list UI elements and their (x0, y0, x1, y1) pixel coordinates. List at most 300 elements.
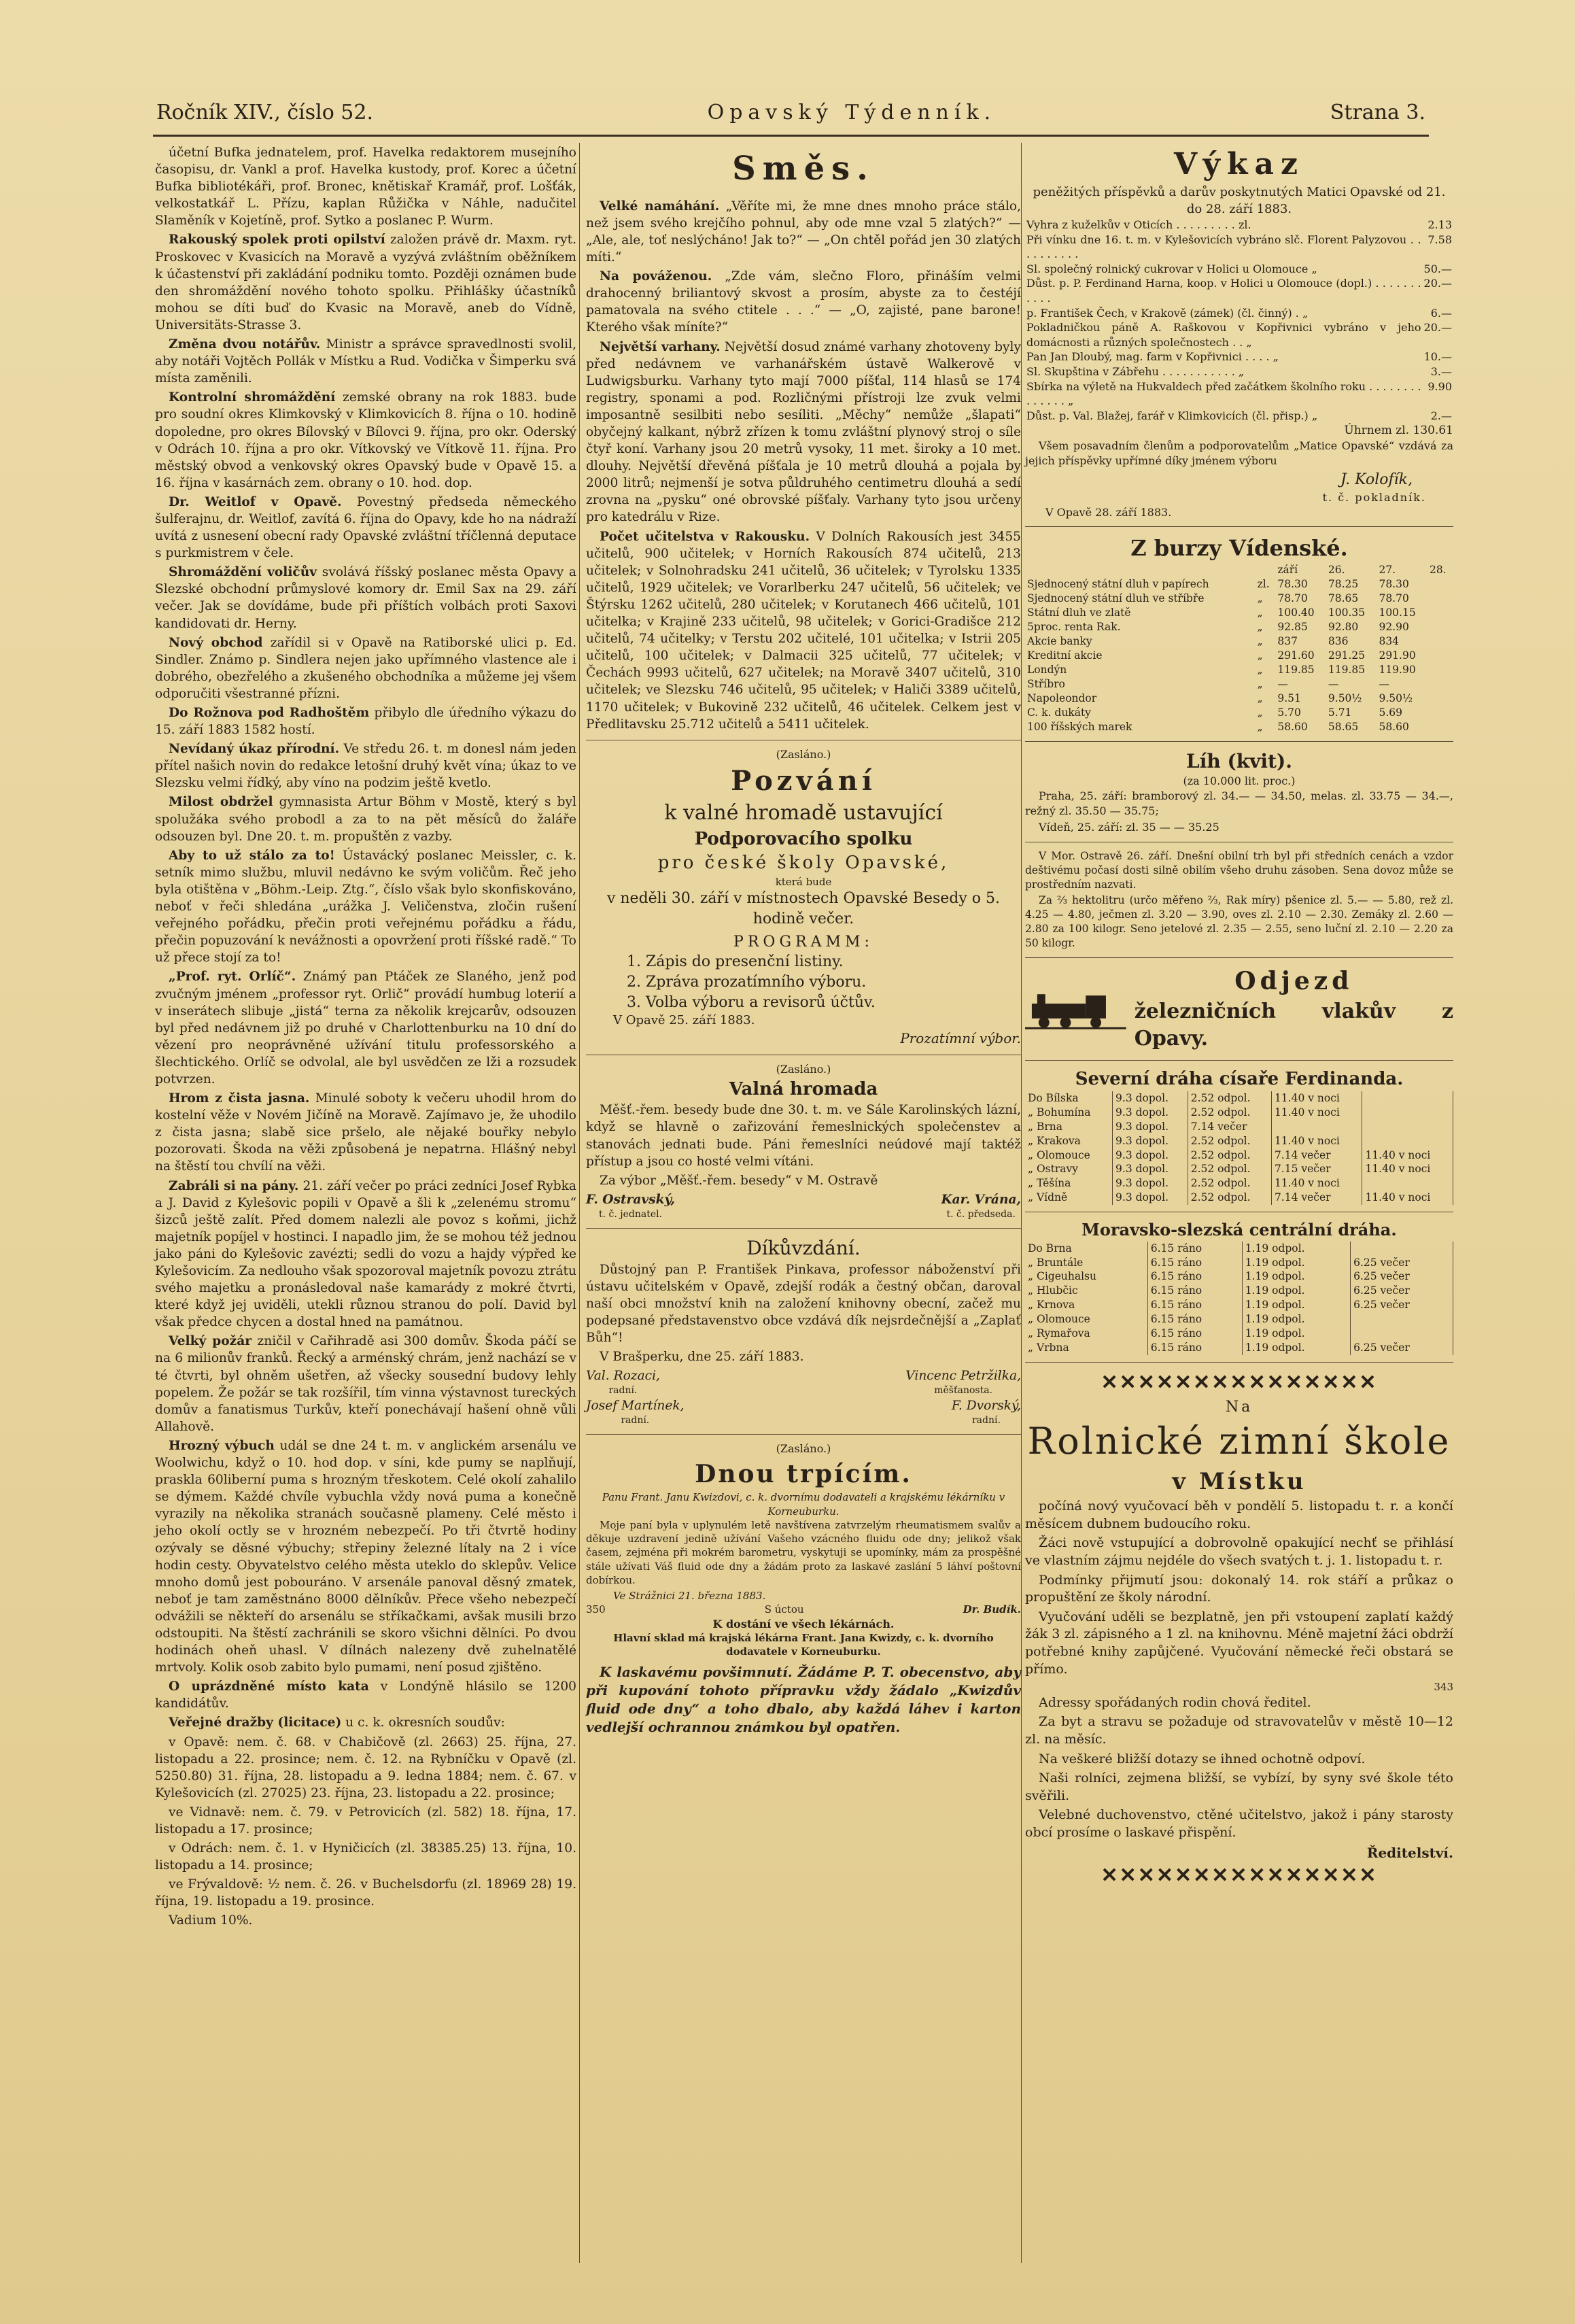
timetable-cell: 6.15 ráno (1147, 1327, 1242, 1341)
ad-text: Hlavní sklad má krajská lékárna Frant. Jana Kwizdy, c. k. dvorního dodavatele v Korneuburku. (613, 1632, 994, 1658)
article: Na pováženou. „Zde vám, slečno Floro, přináším velmi drahocenný briliantový skvost a prosím, abyste za to čestéjí pamatovala na svého ctitele . . .“ — „O, zajisté, pane barone! Kterého však míníte?“ (586, 269, 1021, 335)
timetable-cell: „ Krnova (1025, 1298, 1147, 1312)
signatures: Josef Martínek, radní. F. Dvorský, radní. (586, 1399, 1021, 1426)
timetable-row (1025, 1162, 1453, 1176)
timetable-cell (1362, 1120, 1453, 1134)
timetable-cell: 6.25 večer (1351, 1256, 1453, 1270)
report-total: Úhrnem zl. 130.61 (1344, 424, 1453, 438)
timetable-row (1025, 1327, 1453, 1341)
exchange-value: 5.70 (1277, 706, 1301, 719)
exchange-value: „ (1257, 677, 1263, 690)
exchange-row (1025, 663, 1453, 677)
timetable-row (1025, 1176, 1453, 1191)
contribution-label: Vyhra z kuželkův v Oticích . . . . . . . . . zl. (1026, 218, 1251, 231)
timetable-cell: 6.25 večer (1351, 1341, 1453, 1355)
timetable-cell: Do Bílska (1025, 1091, 1113, 1106)
program-item: 1. Zápis do presenční listiny. (627, 953, 844, 971)
article: O uprázdněné místo kata v Londýně hlásilo se 1200 kandidátův. (155, 1679, 576, 1711)
report-date: V Opavě 28. září 1883. (1045, 505, 1172, 519)
exchange-value: 100.40 (1277, 606, 1315, 619)
newspaper-title: Opavský Týdenník. (707, 100, 997, 124)
school-na: Na (1225, 1398, 1253, 1416)
exchange-row (1025, 620, 1453, 634)
spirit-title: Líh (kvit). (1186, 749, 1292, 772)
timetable-row (1025, 1284, 1453, 1298)
timetable-cell: 7.14 večer (1271, 1148, 1362, 1163)
timetable-cell: 6.15 ráno (1147, 1312, 1242, 1327)
exchange-value: 92.80 (1328, 621, 1359, 634)
locomotive-icon (1025, 989, 1126, 1029)
article: Do Rožnova pod Radhoštěm přibylo dle úředního výkazu do 15. září 1883 1582 hostí. (155, 706, 576, 738)
exchange-value: 78.70 (1379, 592, 1409, 605)
report-title: Výkaz (1174, 147, 1304, 182)
divider (1025, 526, 1453, 527)
exchange-value: 58.60 (1379, 720, 1409, 733)
timetable-cell: 6.15 ráno (1147, 1284, 1242, 1298)
exchange-value: 58.60 (1277, 720, 1308, 733)
market-report: V Mor. Ostravě 26. září. Dnešní obilní trh byl při středních cenách a vzdor deštivému počasí dosti silně obilím všeho druhu zásoben. Sena dovoz může se prostředním nazvati. (1025, 849, 1453, 891)
timetable-row (1025, 1256, 1453, 1270)
timetable-cell: 9.3 dopol. (1113, 1191, 1188, 1205)
railway-title: Severní dráha císaře Ferdinanda. (1075, 1068, 1404, 1089)
exchange-value: 92.85 (1277, 621, 1308, 634)
exchange-label: 100 říšských marek (1027, 720, 1132, 733)
exchange-value: 78.30 (1379, 578, 1409, 591)
exchange-row (1025, 592, 1453, 606)
article: Nový obchod zařídil si v Opavě na Ratiborské ulici p. Ed. Sindler. Známo p. Sindlera nejen jako upřímného vlastence ale i dobrého, obezřelého a zkušeného obchodníka a můžeme jej všem odporučiti všestranné přízni. (155, 635, 576, 701)
divider (1025, 1060, 1453, 1061)
exchange-value: 100.15 (1379, 606, 1416, 619)
exchange-value: 119.90 (1379, 663, 1416, 676)
program-date: V Opavě 25. září 1883. (613, 1013, 755, 1028)
timetable-row (1025, 1148, 1453, 1163)
ad-text: K dostání ve všech lékárnách. (712, 1617, 895, 1630)
exchange-label: 5proc. renta Rak. (1027, 621, 1121, 634)
timetable-cell: 9.3 dopol. (1113, 1162, 1188, 1176)
timetable-row (1025, 1298, 1453, 1312)
exchange-row (1025, 677, 1453, 691)
contribution-row (1025, 218, 1453, 233)
timetable-cell: 9.3 dopol. (1113, 1120, 1188, 1134)
school-text: Na veškeré bližší dotazy se ihned ochotně odpoví. (1039, 1751, 1366, 1766)
invitation-sub: Podporovacího spolku (694, 828, 913, 849)
timetable-cell: 1.19 odpol. (1242, 1242, 1350, 1256)
timetable-cell: „ Bohumína (1025, 1106, 1113, 1120)
exchange-value: 291.90 (1379, 649, 1416, 662)
timetable-cell (1351, 1327, 1453, 1341)
timetable-row (1025, 1312, 1453, 1327)
auction-item: Vadium 10%. (169, 1913, 253, 1928)
exchange-value: 78.30 (1277, 578, 1308, 591)
column-1 (155, 144, 576, 1932)
timetable-cell: „ Vrbna (1025, 1341, 1147, 1355)
exchange-value: „ (1257, 606, 1263, 619)
exchange-value: — (1277, 677, 1288, 690)
ad-text: Moje paní byla v uplynulém letě navštívena zatvrzelým rheumatismem svalův a děkuje uzdravení jedině užívání Vašeho vzácného fluidu ode dny; jelikož však časem, zejména při mokrém barometru, vyskytuji se upomínky, mám za prospěšné stále užívati Váš fluid ode dny a žádám proto za laskavé zaslání 5 láhví poštovní dobírkou. (586, 1518, 1021, 1586)
ad-number: 343 (1434, 1681, 1453, 1694)
column-3 (1025, 144, 1453, 1890)
contribution-label: Pokladničkou páně A. Raškovou v Kopřivnici vybráno v jeho domácnosti a různých společnostech . . „ (1026, 321, 1421, 349)
school-text: Žáci nově vstupující a dobrovolně opakující nechť se přihlásí ve vlastním zájmu nejdéle do všech svatých t. j. 1. listopadu t. r. (1025, 1535, 1453, 1568)
report-signature-role: t. č. pokladník. (1322, 491, 1426, 505)
divider (1025, 957, 1453, 958)
timetable-cell: „ Krakova (1025, 1134, 1113, 1148)
timetable-row (1025, 1341, 1453, 1355)
report-subtitle: peněžitých příspěvků a darův poskytnutých Matici Opavské od 21. do 28. září 1883. (1033, 185, 1446, 216)
timetable-cell: 1.19 odpol. (1242, 1256, 1350, 1270)
timetable-cell: Do Brna (1025, 1242, 1147, 1256)
timetable-cell: 11.40 v noci (1362, 1148, 1453, 1163)
timetable-cell: 11.40 v noci (1271, 1106, 1362, 1120)
school-text: Vyučování uděli se bezplatně, jen při vstoupení zaplatí každý žák 3 zl. zápisného a 1 zl. na knihovnu. Méně majetní žáci obdrží potřebné knihy zapůjčené. Vyučování německé řeči obstará se přímo. (1025, 1609, 1453, 1677)
timetable-cell: 9.3 dopol. (1113, 1091, 1188, 1106)
timetable-cell: 1.19 odpol. (1242, 1341, 1350, 1355)
exchange-label: Akcie banky (1027, 635, 1092, 648)
timetable-row (1025, 1091, 1453, 1106)
central-railway-table (1025, 1242, 1453, 1355)
timetable-cell: 6.15 ráno (1147, 1256, 1242, 1270)
timetable-cell: 7.14 večer (1271, 1191, 1362, 1205)
exchange-value: 78.70 (1277, 592, 1308, 605)
program-item: 2. Zpráva prozatímního výboru. (627, 973, 867, 991)
timetable-row (1025, 1269, 1453, 1284)
article: Hrom z čista jasna. Minulé soboty k večeru uhodil hrom do kostelní věže v Novém Jičíně na Moravě. Zajímavo je, že uhodilo z čista jasna; slabě sice pršelo, ale nějaké bouřky nebylo pozorovati. Škoda na věži způsobená je nepatrna. Hlášný nebyl na štěstí tou chvílí na věži. (155, 1091, 576, 1174)
timetable-cell: 11.40 v noci (1271, 1176, 1362, 1191)
contribution-row (1025, 409, 1453, 424)
invitation-text: která bude (775, 875, 832, 888)
timetable-cell: „ Bruntále (1025, 1256, 1147, 1270)
exchange-header: 26. (1328, 564, 1345, 577)
exchange-row (1025, 720, 1453, 734)
exchange-value: 5.69 (1379, 706, 1402, 719)
spirit-price: Vídeň, 25. září: zl. 35 — — 35.25 (1039, 821, 1219, 834)
timetable-cell: 6.15 ráno (1147, 1269, 1242, 1284)
exchange-label: Stříbro (1027, 677, 1065, 690)
article: Změna dvou notářův. Ministr a správce spravedlnosti svolil, aby notáři Vojtěch Pollák v Místku a Rud. Vodička v Šimperku svá místa zaměnili. (155, 337, 576, 386)
ad-signature: 350 S úctou Dr. Budík. (586, 1603, 1021, 1616)
timetable-cell: 1.19 odpol. (1242, 1298, 1350, 1312)
timetable-cell: 11.40 v noci (1362, 1191, 1453, 1205)
timetable-cell (1351, 1242, 1453, 1256)
ornament: ✕✕✕✕✕✕✕✕✕✕✕✕✕✕✕ (1101, 1863, 1378, 1887)
exchange-value: — (1379, 677, 1389, 690)
volume-issue: Ročník XIV., číslo 52. (156, 100, 374, 124)
column-divider (579, 143, 580, 2263)
report-signature: J. Kolofík, (1340, 471, 1413, 489)
timetable-cell: 1.19 odpol. (1242, 1327, 1350, 1341)
timetable-cell: „ Olomouce (1025, 1312, 1147, 1327)
program-item: 3. Volba výboru a revisorů účtův. (627, 993, 876, 1011)
timetable-cell: 7.15 večer (1271, 1162, 1362, 1176)
exchange-row (1025, 577, 1453, 592)
exchange-row (1025, 649, 1453, 663)
exchange-value: 291.25 (1328, 649, 1366, 662)
article: Veřejné dražby (licitace) u c. k. okresních soudův: (169, 1715, 505, 1730)
exchange-value: 92.90 (1379, 621, 1409, 634)
article: Kontrolní shromáždění zemské obrany na rok 1883. bude pro soudní okres Klimkovský v Klimkovicích 8. října o 10. hodině dopoledne, pro okres Bílovský v Bílovci 9. října, pro okr. Oderský v Odrách 10. října a pro okr. Vítkovský ve Vítkově 11. října. Pro městský obvod a venkovský okres Opavský bude v Opavě 15. a 16. října v kasárnách zem. obrany o 10. hod. dop. (155, 390, 576, 490)
contribution-label: Při vínku dne 16. t. m. v Kylešovicích vybráno slč. Florent Palyzovou . . . . . . . . . . (1026, 233, 1421, 261)
contribution-row (1025, 306, 1453, 321)
exchange-table (1025, 563, 1453, 734)
invitation-text: v neděli 30. září v místnostech Opavské Besedy o 5. hodině večer. (606, 890, 1001, 927)
meeting-text: Za výbor „Měšť.-řem. besedy“ v M. Ostravě (600, 1173, 878, 1188)
thanks-title: Díkůvzdání. (746, 1236, 861, 1259)
exchange-header: září (1277, 564, 1298, 577)
exchange-label: Sjednocený státní dluh ve stříbře (1027, 592, 1205, 605)
school-text: Adressy spořádaných rodin chová ředitel. (1039, 1694, 1311, 1710)
contribution-amount: 6.— (1430, 306, 1452, 320)
contribution-label: p. František Čech, v Krakově (zámek) (čl. činný) . „ (1026, 306, 1309, 320)
exchange-title: Z burzy Vídenské. (1130, 535, 1348, 562)
contribution-label: Sl. Skupština v Zábřehu . . . . . . . . . . . „ (1026, 364, 1245, 378)
timetable-row (1025, 1134, 1453, 1148)
exchange-value: 78.25 (1328, 578, 1359, 591)
exchange-value: „ (1257, 663, 1263, 676)
exchange-label: Sjednocený státní dluh v papírech (1027, 578, 1209, 591)
exchange-value: 9.50½ (1379, 691, 1413, 704)
divider (586, 1228, 1021, 1229)
contribution-amount: 9.90 (1427, 379, 1452, 393)
exchange-value: „ (1257, 691, 1263, 704)
exchange-value: — (1328, 677, 1339, 690)
exchange-value: zl. (1257, 578, 1270, 591)
departure-subtitle: železničních vlakův z Opavy. (1134, 999, 1453, 1051)
timetable-cell: 2.52 odpol. (1188, 1148, 1271, 1163)
school-signature: Ředitelství. (1366, 1844, 1453, 1861)
timetable-cell: 2.52 odpol. (1188, 1176, 1271, 1191)
article: Dr. Weitlof v Opavě. Povestný předseda německého šulferajnu, dr. Weitlof, zavítá 6. října do Opavy, kde ho na nádraží uvítá z usnesení obecní rady Opavské zvláštní tříčlenná deputace s purkmistrem v čele. (155, 494, 576, 561)
timetable-cell: 2.52 odpol. (1188, 1106, 1271, 1120)
departure-title: Odjezd (1234, 967, 1353, 996)
timetable-cell: 11.40 v noci (1271, 1091, 1362, 1106)
article: Rakouský spolek proti opilství založen právě dr. Maxm. ryt. Proskovec v Kvasicích na Moravě a vyzývá zvláštním oběžníkem k účastenství při zakládání podniku tomto. Později oznámen bude den shromáždění nového tohoto spolku. Přihlášky účastníků mohou se díti buď do Kvasic na Moravě, aneb do Vídně, Universitäts-Strasse 3. (155, 233, 576, 332)
contributions-table (1025, 218, 1453, 423)
ad-text: Panu Frant. Janu Kwizdovi, c. k. dvornímu dodavateli a krajskému lékárníku v Korneuburku. (602, 1491, 1005, 1518)
school-title: Rolnické zimní škole (1027, 1420, 1451, 1463)
divider (1025, 1362, 1453, 1363)
section-title: Směs. (732, 150, 875, 188)
timetable-cell: „ Cigeuhalsu (1025, 1269, 1147, 1284)
timetable-cell: „ Ostravy (1025, 1162, 1113, 1176)
article: Největší varhany. Největší dosud známé varhany zhotoveny byly před nedávnem ve varhanářském ústavě Walkerově v Ludwigsburku. Varhany tyto mají 7000 píšťal, 114 hlasů se 174 registry, sponami a pod. Rozličnými přístroji lze zvuk velmi imposantně sesilbiti nebo sesíliti. „Měchy“ nemůže „šlapati“ obyčejný kalkant, nýbrž zřízen k tomu zvláštní plynový stroj o síle čtyř koní. Varhany jsou 20 metrů vysoky, 11 met. široky a 10 met. dlouhy. Největší dřevěná píšťala je 10 metrů dlouhá a pojala by 2000 litrů; nejmenší je sotva půldruhého centimetru dlouhá a sedí zrovna na „pysku“ oné obrovské píšťaly. Varhany tyto jsou určeny pro katedrálu v Rize. (586, 339, 1021, 525)
exchange-value: „ (1257, 592, 1263, 605)
ornament: ✕✕✕✕✕✕✕✕✕✕✕✕✕✕✕ (1101, 1371, 1378, 1395)
timetable-row (1025, 1242, 1453, 1256)
exchange-value: „ (1257, 649, 1263, 662)
exchange-value: „ (1257, 720, 1263, 733)
column-2 (586, 144, 1021, 1739)
contribution-label: Sl. společný rolnický cukrovar v Holici u Olomouce „ (1026, 262, 1317, 275)
contribution-row (1025, 233, 1453, 262)
contribution-amount: 3.— (1430, 364, 1452, 378)
timetable-cell: 11.40 v noci (1271, 1134, 1362, 1148)
exchange-label: C. k. dukáty (1027, 706, 1091, 719)
timetable-cell: 6.25 večer (1351, 1269, 1453, 1284)
contribution-label: Důst. p. Val. Blažej, farář v Klimkovicích (čl. přisp.) „ (1026, 409, 1318, 422)
ad-title: Dnou trpícím. (695, 1459, 912, 1488)
exchange-header: 28. (1430, 564, 1447, 577)
contribution-row (1025, 349, 1453, 364)
signatures: Val. Rozaci, radní. Vincenc Petržilka, měšťanosta. (586, 1369, 1021, 1397)
contribution-amount: 10.— (1423, 350, 1452, 364)
exchange-row (1025, 606, 1453, 620)
school-text: počíná nový vyučovací běh v pondělí 5. listopadu t. r. a končí měsícem dubnem budoucího roku. (1025, 1498, 1453, 1531)
column-divider (1021, 143, 1022, 2263)
exchange-label: Státní dluh ve zlatě (1027, 606, 1131, 619)
exchange-row (1025, 706, 1453, 720)
article: Shromáždění voličův svolává říšský poslanec města Opavy a Slezské obchodní průmyslové komory dr. Emil Sax na 29. září večer. Jak se dovídáme, bude při příštích volbách proti Saxovi kandidovati dr. Herny. (155, 565, 576, 631)
northern-railway-table (1025, 1091, 1453, 1205)
header-rule (153, 135, 1429, 137)
timetable-cell: „ Vídně (1025, 1191, 1113, 1205)
exchange-value: „ (1257, 706, 1263, 719)
spirit-price: Praha, 25. září: bramborový zl. 34.— — 34.50, melas. zl. 33.75 — 34.—, režný zl. 35.50 — 35.75; (1025, 789, 1453, 817)
timetable-cell: 6.25 večer (1351, 1298, 1453, 1312)
program-title: PROGRAMM: (733, 933, 873, 951)
exchange-value: 58.65 (1328, 720, 1359, 733)
contribution-label: Důst. p. P. Ferdinand Harna, koop. v Holici u Olomouce (dopl.) . . . . . . . . . . . (1026, 277, 1421, 305)
timetable-cell: 1.19 odpol. (1242, 1312, 1350, 1327)
timetable-cell: 1.19 odpol. (1242, 1269, 1350, 1284)
page-number: Strana 3. (1330, 100, 1425, 124)
zaslano-label: (Zasláno.) (776, 1062, 831, 1076)
timetable-cell (1362, 1134, 1453, 1148)
timetable-cell: „ Těšína (1025, 1176, 1113, 1191)
contribution-row (1025, 276, 1453, 305)
article: Hrozný výbuch udál se dne 24 t. m. v anglickém arsenálu ve Woolwichu, když o 10. hod dop. v síni, kde pumy se naplňují, praskla 60liberní puma s hrozným třeskotem. Celé okolí zahalilo se dýmem. Každé chvíle vybuchla vždy nová puma a konečně vyrazily na několika stranách současně plameny. Celé město i jeho okolí octly se v hrozném nebezpečí. Po tři čtvrtě hodiny ozývaly se děsné výbuchy; střepiny železné lítaly na 2 i více hodin cesty. Obyvatelstvo celého města uteklo do sklepův. Velice mnoho domů jest pobouráno. V arsenále panoval děsný zmatek, neboť je tam zaměstnáno 8000 dělníkův. Přece všeho nebezpečí odvážili se někteří do arsenálu se stříkačkami, avšak musili brzo odstoupiti. Na štěstí zachránili se skoro všichni dělníci. Po dvou hodinách oheň uhasl. V dílnách nalezeny dvě zuhelnatělé mrtvoly. Kolik osob zabito bylo pumami, není posud zjištěno. (155, 1438, 576, 1675)
exchange-row (1025, 634, 1453, 649)
timetable-cell: 9.3 dopol. (1113, 1176, 1188, 1191)
timetable-cell: 6.25 večer (1351, 1284, 1453, 1298)
timetable-cell: „ Rymařova (1025, 1327, 1147, 1341)
railway-title: Moravsko-slezská centrální dráha. (1081, 1220, 1397, 1240)
auction-item: ve Vidnavě: nem. č. 79. v Petrovicích (zl. 582) 18. října, 17. listopadu a 17. prosince; (155, 1805, 576, 1836)
school-place: v Místku (1172, 1468, 1306, 1496)
market-report: Za ⅔ hektolitru (určo měřeno ⅔, Rak míry) pšenice zl. 5.— — 5.80, rež zl. 4.25 — 4.80, ječmen zl. 3.20 — 3.90, oves zl. 2.10 — 2.30. Zemáky zl. 2.60 — 2.80 za 100 kilogr. Seno jetelové zl. 2.35 — 2.55, seno luční zl. 2.10 — 2.20 za 50 kilogr. (1025, 894, 1453, 950)
exchange-value: 836 (1328, 635, 1349, 648)
auction-item: v Opavě: nem. č. 68. v Chabičově (zl. 2663) 25. října, 27. listopadu a 22. prosince; nem. č. 12. na Rybníčku v Opavě (zl. 5250.80) 31. října, 28. listopadu a 9. ledna 1884; nem. č. 67. v Kylešovicích (zl. 27025) 23. října, 23. listopadu a 22. prosince; (155, 1735, 576, 1800)
meeting-title: Valná hromada (729, 1079, 878, 1100)
article: Velký požár zničil v Cařihradě asi 300 domův. Škoda páčí se na 6 milionův franků. Řecký a arménský chrám, jenž nachází se v té čtvrti, byl ohněm ušetřen, až všecky sousední budovy lehly popelem. Že požár se tak rozšířil, tím vinna výstavnost tureckých domův a fanatismus Turkův, kteří ponechávají hašení ohně vůli Allahově. (155, 1334, 576, 1434)
page-header (156, 95, 1425, 129)
school-text: Velebné duchovenstvo, ctěné učitelstvo, jakož i pány starosty obcí prosíme o laskavé přispění. (1025, 1807, 1453, 1841)
ad-text: Ve Strážnici 21. března 1883. (613, 1590, 766, 1603)
timetable-cell: 2.52 odpol. (1188, 1134, 1271, 1148)
meeting-text: Měšť.-řem. besedy bude dne 30. t. m. ve Sále Karolinských lázní, když se hlavně o zařizování řemeslnických společenstev a stanovách jednati bude. Páni řemeslníci neúdové mají taktéž přístup a jsou co hosté velmi vítáni. (586, 1103, 1021, 1169)
timetable-cell: 2.52 odpol. (1188, 1091, 1271, 1106)
exchange-value: 100.35 (1328, 606, 1366, 619)
divider (1025, 741, 1453, 742)
school-text: Podmínky přijmutí jsou: dokonalý 14. rok stáří a průkaz o propuštění ze školy národní. (1025, 1572, 1453, 1605)
ad-notice: K laskavému povšimnutí. Žádáme P. T. obecenstvo, aby při kupování tohoto přípravku vždy žádalo „Kwizdův fluid ode dny“ a toho dbalo, aby každá láhev i karton vedlejší ochrannou známkou byl opatřen. (586, 1663, 1021, 1735)
contribution-label: Pan Jan Dloubý, mag. farm v Kopřivnici . . . . „ (1026, 350, 1279, 364)
report-thanks: Všem posavadním členům a podporovatelům „Matice Opavské“ vzdává za jejich příspěvky upřímné díky jménem výboru (1025, 439, 1453, 467)
contribution-amount: 20.— (1423, 277, 1452, 290)
exchange-value: 291.60 (1277, 649, 1315, 662)
auction-item: v Odrách: nem. č. 1. v Hyničicích (zl. 38385.25) 13. října, 10. listopadu a 14. prosince; (155, 1841, 576, 1873)
signatures: F. Ostravský, t. č. jednatel. Kar. Vrána, t. č. předseda. (586, 1192, 1021, 1220)
school-text: Za byt a stravu se požaduje od stravovatelův v městě 10—12 zl. na měsíc. (1025, 1714, 1453, 1747)
contribution-amount: 2.— (1430, 409, 1452, 422)
exchange-label: Londýn (1027, 663, 1067, 676)
contribution-amount: 50.— (1423, 262, 1452, 275)
zaslano-label: (Zasláno.) (776, 747, 831, 761)
exchange-label: Kreditní akcie (1027, 649, 1103, 662)
timetable-cell: 11.40 v noci (1362, 1162, 1453, 1176)
timetable-cell: 9.3 dopol. (1113, 1148, 1188, 1163)
exchange-value: 9.50½ (1328, 691, 1362, 704)
exchange-value: 78.65 (1328, 592, 1359, 605)
exchange-header-blank (1025, 563, 1256, 577)
exchange-value: 9.51 (1277, 691, 1301, 704)
zaslano-label: (Zasláno.) (776, 1442, 831, 1456)
article: Velké namáhání. „Věříte mi, že mne dnes mnoho práce stálo, než jsem svého krejčího pohnul, aby ode mne vzal 5 zlatých?“ — „Ale, ale, toť neslýcháno! Jak to?“ — „On chtěl pořád jen 30 zlatých míti.“ (586, 199, 1021, 265)
contribution-row (1025, 364, 1453, 379)
article: Milost obdržel gymnasista Artur Böhm v Mostě, který s byl spolužáka svého probodl a za to na pět měsíců do žaláře odsouzen byl. Dne 20. t. m. propuštěn z vazby. (155, 795, 576, 844)
paragraph: účetní Bufka jednatelem, prof. Havelka redaktorem musejního časopisu, dr. Vankl a prof. Havelka kustody, prof. Korec a účetní Bufka bibliotékáři, prof. Bronec, knětiskař Kramář, prof. Lošťák, velkostatkář L. Přízu, kaplan Růžička v Náhle, nadučitel Slaměník v Kojetíně, prof. Sytko a poslanec P. Wurm. (155, 146, 576, 228)
timetable-cell (1362, 1091, 1453, 1106)
exchange-row (1025, 691, 1453, 706)
contribution-amount: 7.58 (1427, 233, 1452, 246)
timetable-cell: 2.52 odpol. (1188, 1162, 1271, 1176)
spirit-sub: (za 10.000 lit. proc.) (1183, 774, 1296, 788)
exchange-value: 834 (1379, 635, 1400, 648)
school-text: Naši rolníci, zejmena bližší, se vybízí, by syny své škole této svěřili. (1025, 1771, 1453, 1803)
exchange-value: 119.85 (1277, 663, 1315, 676)
timetable-cell (1351, 1312, 1453, 1327)
exchange-value: 837 (1277, 635, 1298, 648)
timetable-cell: 9.3 dopol. (1113, 1106, 1188, 1120)
article: Zabráli si na pány. 21. září večer po práci zedníci Josef Rybka a J. David z Kylešovic popili v Opavě a šli k „zelenému stromu“ šizců ještě zalít. Před domem nalezli ale povoz s koňmi, jichž majetník popíjel v hostinci. I napadlo jim, že se mohou též jednou jako páni do Kylešovic zavézti; sedli do vozu a hajdy výpřed ke Kylešovicím. Za nedlouho však spozoroval majetník povozu ztrátu svého majetku a pronásledoval naše kamarády z mokré čtvrti, které když jej uviděli, utekli různou stranou do polí. David byl však předce chycen a dostal hned na památnou. (155, 1178, 576, 1330)
exchange-value: „ (1257, 635, 1263, 648)
article: Aby to už stálo za to! Ústavácký poslanec Meissler, c. k. setník mimo službu, mluvil nedávno ke svým voličům. Řeč jeho byla otištěna v „Böhm.-Leip. Ztg.“, číslo však bylo skonfiskováno, neboť v řeči shledána „urážka J. Veličenstva, zločin rušení veřejného pořádku, přečin proti veřejnému pořádku a řádu, přečin popuzování k nevážnosti a opovržení proti říšské radě.“ To už přece stojí za to! (155, 848, 576, 966)
timetable-cell: 7.14 večer (1188, 1120, 1271, 1134)
thanks-text: Důstojný pan P. František Pinkava, professor náboženství při ústavu učitelském v Opavě, zdejší rodák a čestný občan, daroval naší obci množství knih na založení knihovny obecní, začež mu podepsané představenstvo obce vzdává dík nejsrdečnější a „Zaplať Bůh“! (586, 1262, 1021, 1345)
contribution-amount: 2.13 (1427, 218, 1452, 231)
exchange-header-blank (1256, 563, 1276, 577)
program-signature: Prozatímní výbor. (900, 1029, 1021, 1046)
timetable-cell (1271, 1120, 1362, 1134)
timetable-cell: „ Hlubčic (1025, 1284, 1147, 1298)
contribution-amount: 20.— (1423, 321, 1452, 335)
timetable-cell (1362, 1176, 1453, 1191)
article: Počet učitelstva v Rakousku. V Dolních Rakousích jest 3455 učitelů, 900 učitelek; v Horních Rakousích 874 učitelů, 213 učitelek; v Solnohradsku 241 učitelů, 36 učitelek; v Tyrolsku 1335 učitelů, 1929 učitelek; ve Vorarlberku 247 učitelů, 56 učitelek; ve Štýrsku 1262 učitelů, 280 učitelek; v Korutanech 466 učitelů, 101 učitelka; v Krajině 233 učitelů, 98 učitelek; v Gorici-Gradišce 212 učitelů, 74 učitelky; v Terstu 202 učitelé, 101 učitelka; v Istrii 205 učitelů, 100 učitelek; v Dalmacii 325 učitelů, 77 učitelek; v Čechách 9993 učitelů, 627 učitelek; na Moravě 3407 učitelů, 310 učitelek; ve Slezsku 746 učitelů, 95 učitelek; v Haliči 3389 učitelů, 1170 učitelek; v Bukovině 232 učitelů, 46 učitelek. Celkem jest v Předlitavsku 25.712 učitelů a 5411 učitelek. (586, 529, 1021, 732)
auction-item: ve Frývaldově: ½ nem. č. 26. v Buchelsdorfu (zl. 18969 28) 19. října, 19. listopadu a 19. prosince. (155, 1877, 576, 1909)
timetable-cell: „ Olomouce (1025, 1148, 1113, 1163)
contribution-row (1025, 262, 1453, 277)
timetable-row (1025, 1120, 1453, 1134)
timetable-cell: 6.15 ráno (1147, 1341, 1242, 1355)
contribution-label: Sbírka na výletě na Hukvaldech před začátkem školního roku . . . . . . . . . . . . . . „ (1026, 379, 1421, 408)
timetable-cell: 1.19 odpol. (1242, 1284, 1350, 1298)
exchange-value: 119.85 (1328, 663, 1366, 676)
contribution-row (1025, 379, 1453, 409)
exchange-header: 27. (1379, 564, 1396, 577)
contribution-row (1025, 320, 1453, 349)
article: „Prof. ryt. Orlíč“. Známý pan Ptáček ze Slaného, jenž pod zvučným jménem „professor ryt. Orlič“ provádí humbug loterií a v inserátech slibuje „jistá“ terna za několik krejcarův, odsouzen byl před nedávnem již po druhé v Charlottenburku na 10 dní do vězení pro neoprávněné užívání titulu professorského a šlechtického. Orlíč se odvolal, ale byl usvědčen ze lži a rozsudek potvrzen. (155, 970, 576, 1087)
timetable-cell: 2.52 odpol. (1188, 1191, 1271, 1205)
timetable-row (1025, 1106, 1453, 1120)
timetable-cell (1362, 1106, 1453, 1120)
timetable-row (1025, 1191, 1453, 1205)
invitation-title: Pozvání (731, 765, 876, 798)
article: Nevídaný úkaz přírodní. Ve středu 26. t. m donesl nám jeden přítel našich novin do redakce letošní druhý květ vína; úkaz to ve Slezsku velmi řídký, aby víno na podzim ještě kvetlo. (155, 742, 577, 791)
timetable-cell: 9.3 dopol. (1113, 1134, 1188, 1148)
invitation-sub: pro české školy Opavské, (657, 852, 950, 873)
divider (586, 1434, 1021, 1435)
invitation-sub: k valné hromadě ustavující (664, 801, 943, 825)
timetable-cell: 6.15 ráno (1147, 1242, 1242, 1256)
